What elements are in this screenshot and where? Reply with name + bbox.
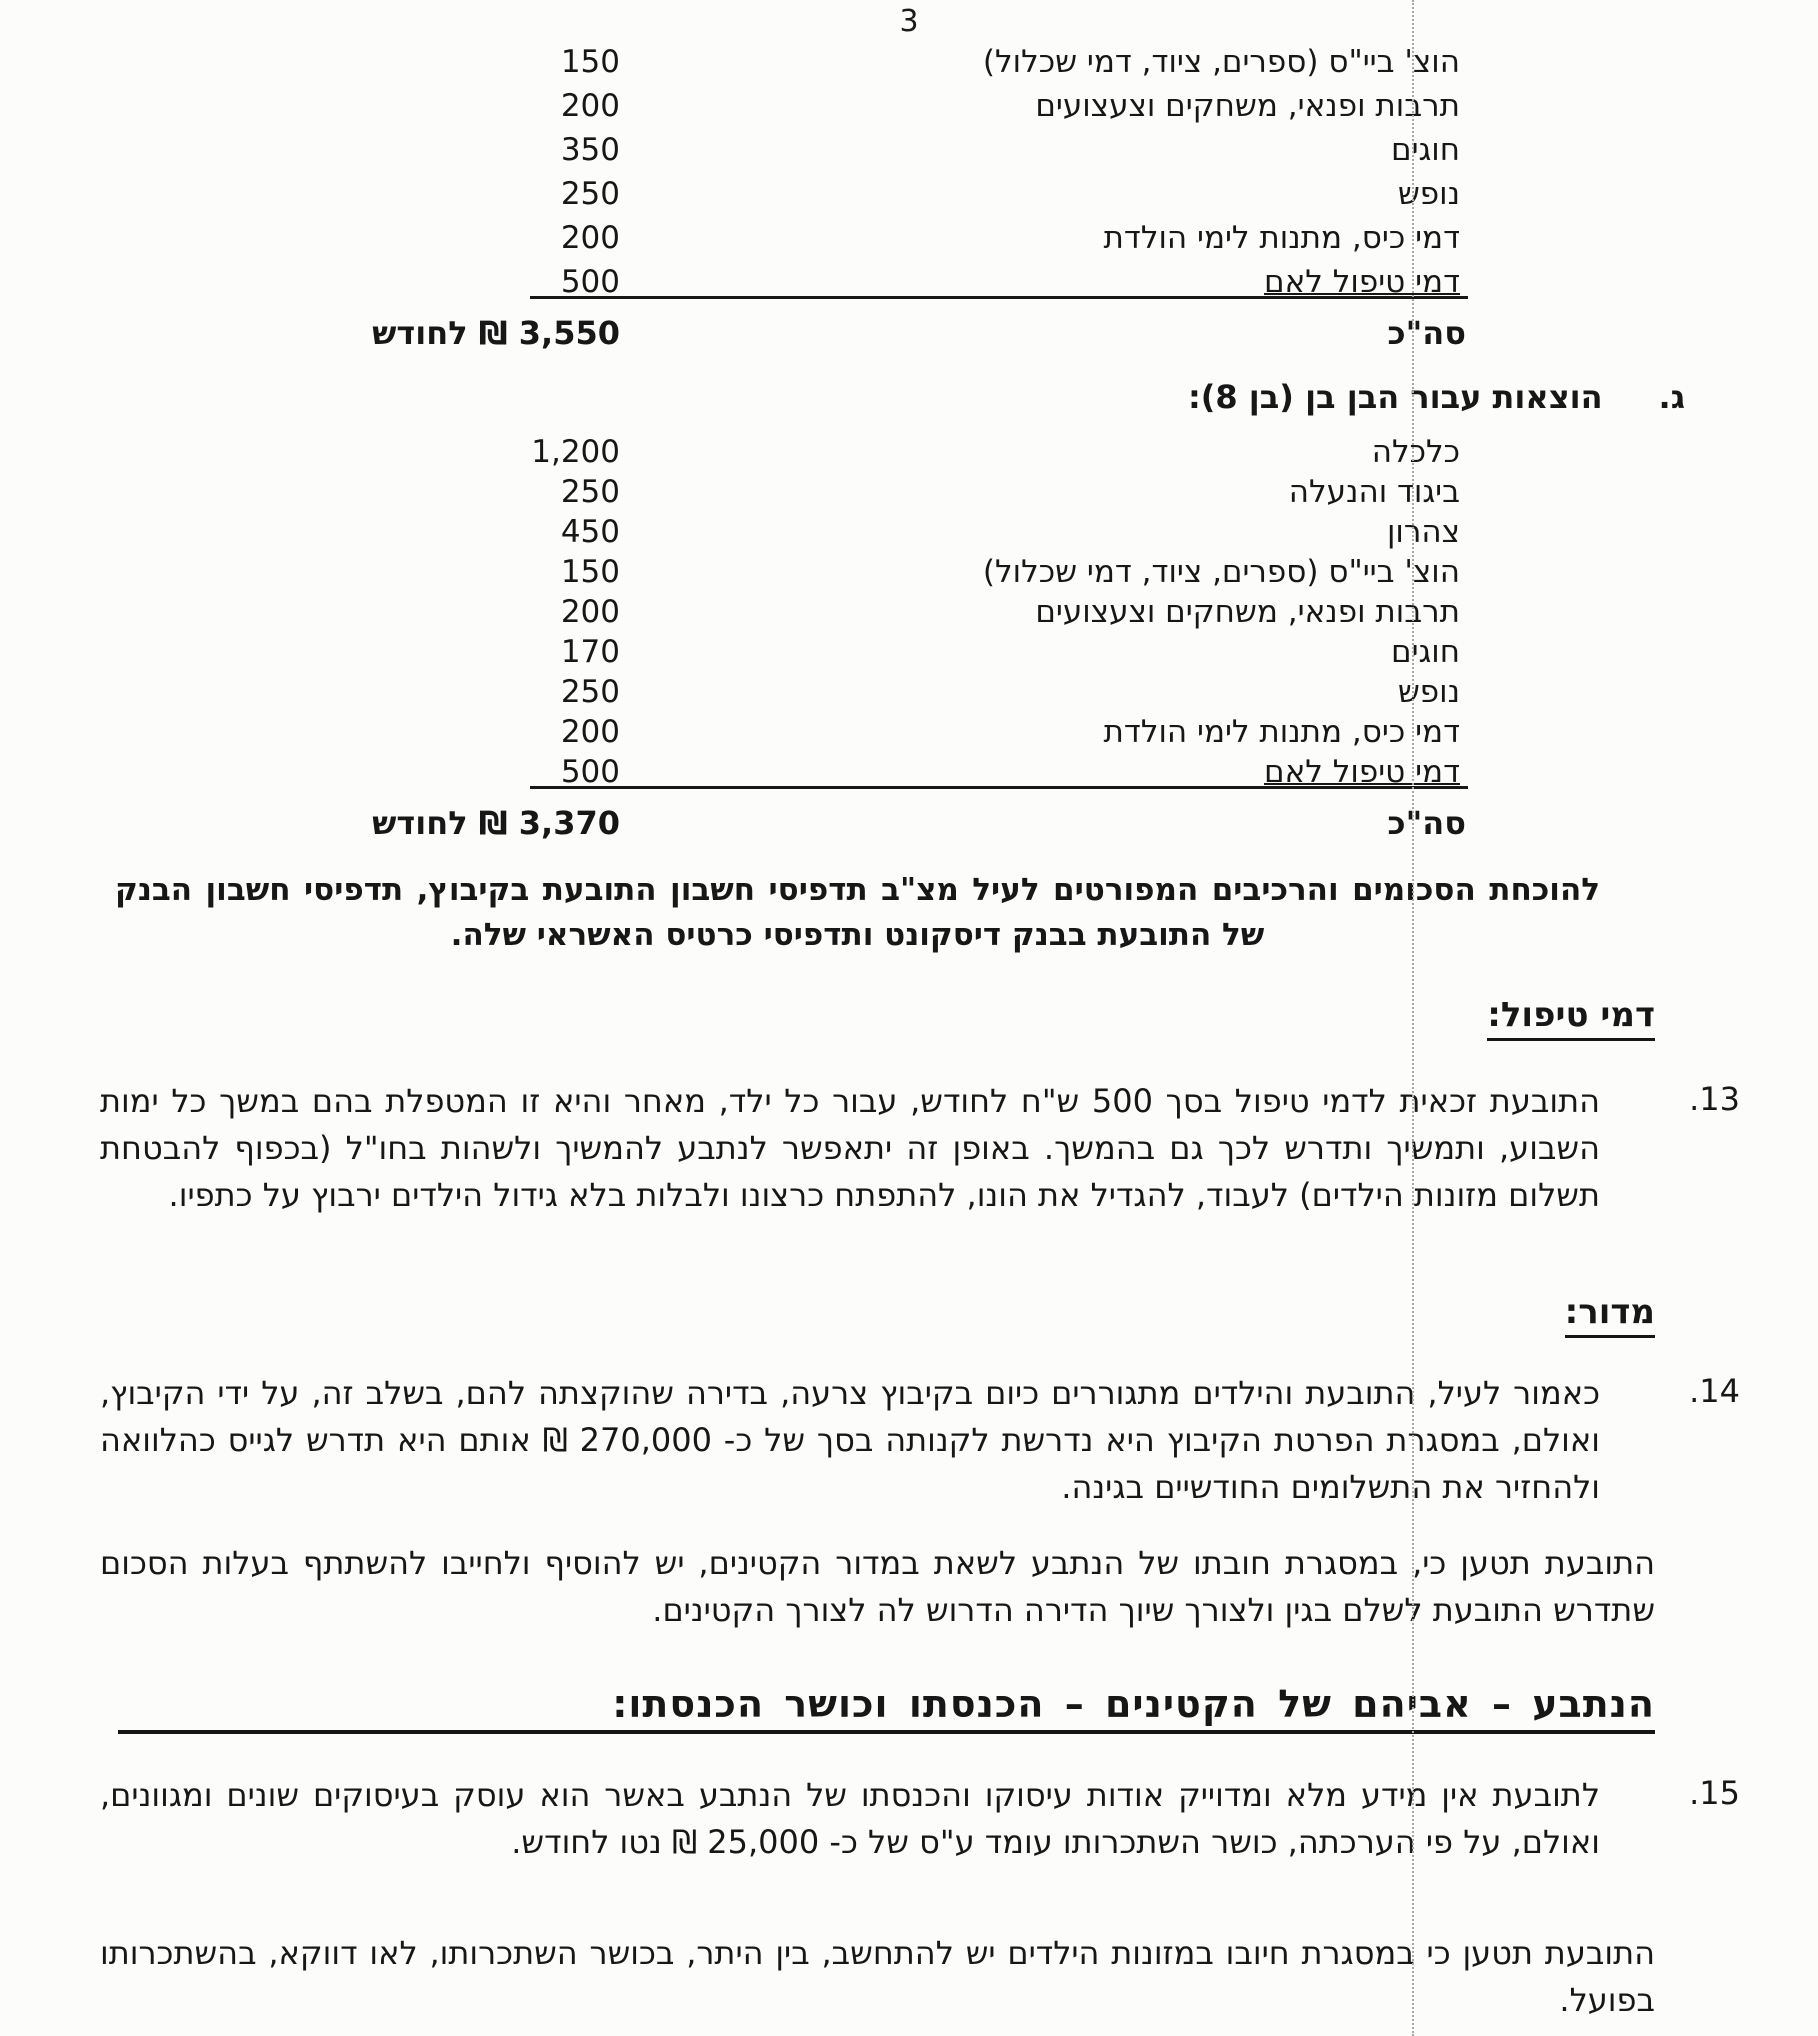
expense-row (400, 710, 1460, 750)
expense-row (400, 510, 1460, 550)
expense-row (400, 630, 1460, 670)
expense-total-row (372, 306, 1466, 358)
expense-row (400, 168, 1460, 212)
expense-label: דמי טיפול לאם (1264, 264, 1460, 300)
expense-list-continued (372, 36, 1466, 358)
page-number: 3 (899, 4, 919, 39)
expense-label: ביגוד והנעלה (1288, 474, 1460, 510)
expense-amount: 150 (560, 44, 620, 80)
expense-amount: 200 (560, 220, 620, 256)
section-g-title: הוצאות עבור הבן בן (בן 8): (1187, 378, 1603, 416)
expense-row (400, 750, 1460, 790)
expense-list-son (372, 430, 1466, 848)
total-amount: 3,370 ₪ לחודש (372, 804, 620, 842)
expense-amount: 350 (560, 132, 620, 168)
expense-label: תרבות ופנאי, משחקים וצעצועים (1035, 594, 1460, 630)
expense-amount: 150 (560, 554, 620, 590)
item-13-number: 13. (1689, 1080, 1740, 1118)
item-14-number: 14. (1689, 1372, 1740, 1410)
expense-amount: 1,200 (531, 434, 620, 470)
expense-row (400, 430, 1460, 470)
expense-label: דמי כיס, מתנות לימי הולדת (1103, 714, 1460, 750)
expense-row (400, 124, 1460, 168)
section-g-marker: ג. (1658, 378, 1685, 416)
expense-row (400, 550, 1460, 590)
defendant-income-heading: הנתבע – אביהם של הקטינים – הכנסתו וכושר הכנסתו: (118, 1682, 1655, 1734)
evidence-note: להוכחת הסכומים והרכיבים המפורטים לעיל מצ"ב תדפיסי חשבון התובעת בקיבוץ, תדפיסי חשבון הבנק של התובעת בבנק דיסקונט ותדפיסי כרטיס האשראי שלה. (115, 872, 1600, 953)
expense-amount: 500 (560, 264, 620, 300)
expense-label: חוגים (1391, 634, 1460, 670)
expense-amount: 200 (560, 594, 620, 630)
expense-label: דמי טיפול לאם (1264, 754, 1460, 790)
expense-amount: 250 (560, 674, 620, 710)
expense-total-row (372, 796, 1466, 848)
expense-amount: 200 (560, 88, 620, 124)
item-14-paragraph: כאמור לעיל, התובעת והילדים מתגוררים כיום בקיבוץ צרעה, בדירה שהוקצתה להם, בשלב זה, על ידי הקיבוץ, ואולם, במסגרת הפרטת הקיבוץ היא נדרשת לקנותה בסך של כ- 270,000 ₪ אותם היא תדרש לגייס כהלוואה ולהחזיר את התשלומים החודשיים בגינה. (100, 1374, 1601, 1506)
expense-amount: 200 (560, 714, 620, 750)
expense-amount: 170 (560, 634, 620, 670)
expense-label: הוצ' ביי"ס (ספרים, ציוד, דמי שכלול) (982, 44, 1460, 80)
item-15-paragraph: לתובעת אין מידע מלא ומדוייק אודות עיסוקו והכנסתו של הנתבע באשר הוא עוסק בעיסוקים שונים ומגוונים, ואולם, על פי הערכתה, כושר השתכרותו עומד ע"ס של כ- 25,000 ₪ נטו לחודש. (100, 1776, 1600, 1861)
expense-row (400, 36, 1460, 80)
expense-label: חוגים (1391, 132, 1460, 168)
income-claim-paragraph: התובעת תטען כי במסגרת חיובו במזונות הילדים יש להתחשב, בין היתר, בכושר השתכרותו, לאו דווקא, בהשתכרותו בפועל. (100, 1934, 1655, 2019)
total-label: סה"כ (1387, 804, 1466, 842)
expense-row (400, 470, 1460, 510)
expense-amount: 250 (560, 176, 620, 212)
expense-row (400, 256, 1460, 300)
expense-row (400, 590, 1460, 630)
expense-amount: 500 (560, 754, 620, 790)
expense-label: נופש (1397, 176, 1460, 212)
care-fees-heading: דמי טיפול: (1487, 995, 1655, 1041)
expense-row (400, 80, 1460, 124)
expense-label: כלכלה (1371, 434, 1460, 470)
housing-claim-paragraph: התובעת תטען כי, במסגרת חובתו של הנתבע לשאת במדור הקטינים, יש להוסיף ולחייבו להשתתף בעלות הסכום שתדרש התובעת לשלם בגין ולצורך שיוך הדירה הדרוש לה לצורך הקטינים. (100, 1544, 1655, 1629)
expense-label: דמי כיס, מתנות לימי הולדת (1103, 220, 1460, 256)
expense-label: צהרון (1386, 514, 1460, 550)
expense-row (400, 670, 1460, 710)
total-label: סה"כ (1387, 314, 1466, 352)
expense-amount: 450 (560, 514, 620, 550)
expense-amount: 250 (560, 474, 620, 510)
item-15-number: 15. (1689, 1774, 1740, 1812)
expense-label: נופש (1397, 674, 1460, 710)
housing-heading: מדור: (1565, 1292, 1655, 1338)
item-13-paragraph: התובעת זכאית לדמי טיפול בסך 500 ש"ח לחודש, עבור כל ילד, מאחר והיא זו המטפלת בהם במשך כל ימות השבוע, ותמשיך ותדרש לכך גם בהמשך. באופן זה יתאפשר לנתבע להמשיך ולשהות בחו"ל (בכפוף להבטחת תשלום מזונות הילדים) לעבוד, להגדיל את הונו, להתפתח כרצונו ולבלות בלא גידול הילדים ירבוץ על כתפיו. (100, 1082, 1601, 1214)
expense-label: תרבות ופנאי, משחקים וצעצועים (1035, 88, 1460, 124)
expense-label: הוצ' ביי"ס (ספרים, ציוד, דמי שכלול) (982, 554, 1460, 590)
expense-row (400, 212, 1460, 256)
total-amount: 3,550 ₪ לחודש (372, 314, 620, 352)
section-g-heading-row (1188, 378, 1685, 416)
